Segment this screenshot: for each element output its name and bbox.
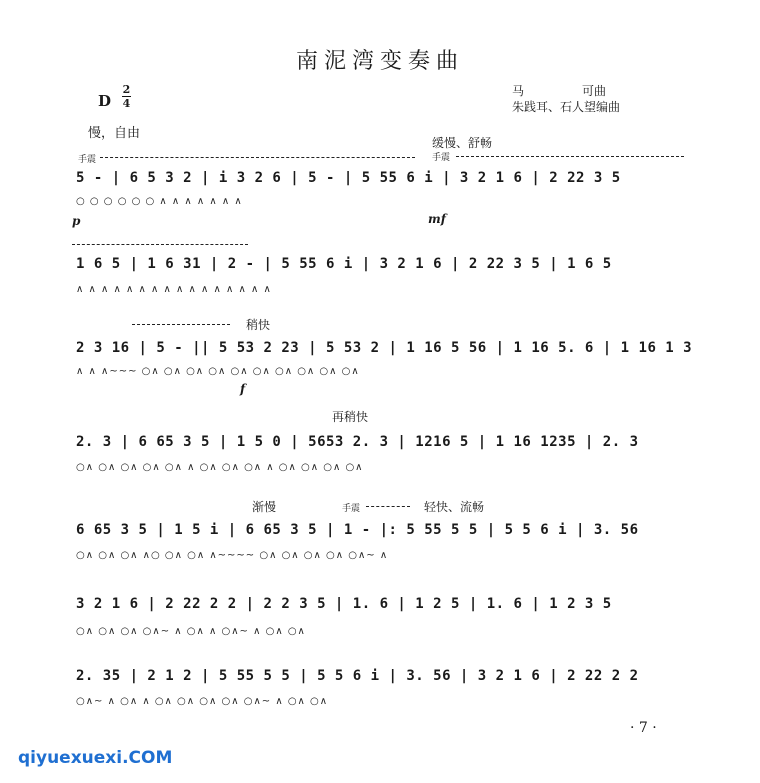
dynamic-f: f <box>240 382 246 396</box>
tremolo-line <box>72 244 248 245</box>
tremolo-line <box>456 156 684 157</box>
site-watermark: qiyuexuexi.COM <box>18 748 173 768</box>
notation-row-3: 2 3 16 | 5 - || 5 53 2 23 | 5 53 2 | 1 16 5 56 | 1 16 5. 6 | 1 16 1 3 <box>76 340 693 356</box>
tempo-slow-smooth: 缓慢、舒畅 <box>432 136 493 150</box>
composer-role: 可曲 <box>582 84 607 98</box>
articulation-row-2: ∧ ∧ ∧ ∧ ∧ ∧ ∧ ∧ ∧ ∧ ∧ ∧ ∧ ∧ ∧ ∧ <box>76 284 272 295</box>
tempo-even-faster: 再稍快 <box>332 410 369 424</box>
intro-tempo-marking: 慢，自由 <box>88 126 141 141</box>
dynamic-mf: mf <box>428 212 446 226</box>
tremolo-line <box>132 324 230 325</box>
articulation-row-5: ○∧ ○∧ ○∧ ∧○ ○∧ ○∧ ∧~~~~ ○∧ ○∧ ○∧ ○∧ ○∧~ ∧ <box>76 550 389 561</box>
tempo-light-smooth: 轻快、流畅 <box>424 500 485 514</box>
composer-credit <box>512 82 606 99</box>
articulation-row-1: ○ ○ ○ ○ ○ ○ ∧ ∧ ∧ ∧ ∧ ∧ ∧ <box>76 196 243 207</box>
articulation-row-3: ∧ ∧ ∧~~~ ○∧ ○∧ ○∧ ○∧ ○∧ ○∧ ○∧ ○∧ ○∧ ○∧ <box>76 366 360 377</box>
tempo-ritard: 渐慢 <box>252 500 277 514</box>
notation-row-1: 5 - | 6 5 3 2 | i 3 2 6 | 5 - | 5 55 6 i | 3 2 1 6 | 2 22 3 5 <box>76 170 621 186</box>
tremolo-mark: 手震 <box>342 504 361 514</box>
time-signature-bottom: 4 <box>122 97 131 110</box>
articulation-row-7: ○∧~ ∧ ○∧ ∧ ○∧ ○∧ ○∧ ○∧ ○∧~ ∧ ○∧ ○∧ <box>76 696 329 707</box>
articulation-row-6: ○∧ ○∧ ○∧ ○∧~ ∧ ○∧ ∧ ○∧~ ∧ ○∧ ○∧ <box>76 626 306 637</box>
time-signature <box>122 84 131 109</box>
time-signature-top: 2 <box>122 83 131 96</box>
tremolo-mark: 手震 <box>432 153 451 163</box>
tremolo-line <box>100 157 415 158</box>
page-title: 南泥湾变奏曲 <box>295 49 464 74</box>
notation-row-4: 2. 3 | 6 65 3 5 | 1 5 0 | 5653 2. 3 | 1216 5 | 1 16 1235 | 2. 3 <box>76 434 639 450</box>
tremolo-mark: 手震 <box>78 155 97 165</box>
notation-row-2: 1 6 5 | 1 6 31 | 2 - | 5 55 6 i | 3 2 1 6 | 2 22 3 5 | 1 6 5 <box>76 256 612 272</box>
page-number: · 7 · <box>630 720 657 736</box>
composer-name: 马 <box>512 84 583 98</box>
dynamic-p: p <box>72 214 81 228</box>
key-signature: D <box>98 92 112 110</box>
notation-row-6: 3 2 1 6 | 2 22 2 2 | 2 2 3 5 | 1. 6 | 1 2 5 | 1. 6 | 1 2 3 5 <box>76 596 612 612</box>
tremolo-line <box>366 506 410 507</box>
notation-row-5: 6 65 3 5 | 1 5 i | 6 65 3 5 | 1 - |: 5 55 5 5 | 5 5 6 i | 3. 56 <box>76 522 639 538</box>
articulation-row-4: ○∧ ○∧ ○∧ ○∧ ○∧ ∧ ○∧ ○∧ ○∧ ∧ ○∧ ○∧ ○∧ ○∧ <box>76 462 364 473</box>
arranger-credit: 朱践耳、石人望编曲 <box>512 100 621 114</box>
notation-row-7: 2. 35 | 2 1 2 | 5 55 5 5 | 5 5 6 i | 3. 56 | 3 2 1 6 | 2 22 2 2 <box>76 668 639 684</box>
tempo-faster: 稍快 <box>246 318 271 332</box>
